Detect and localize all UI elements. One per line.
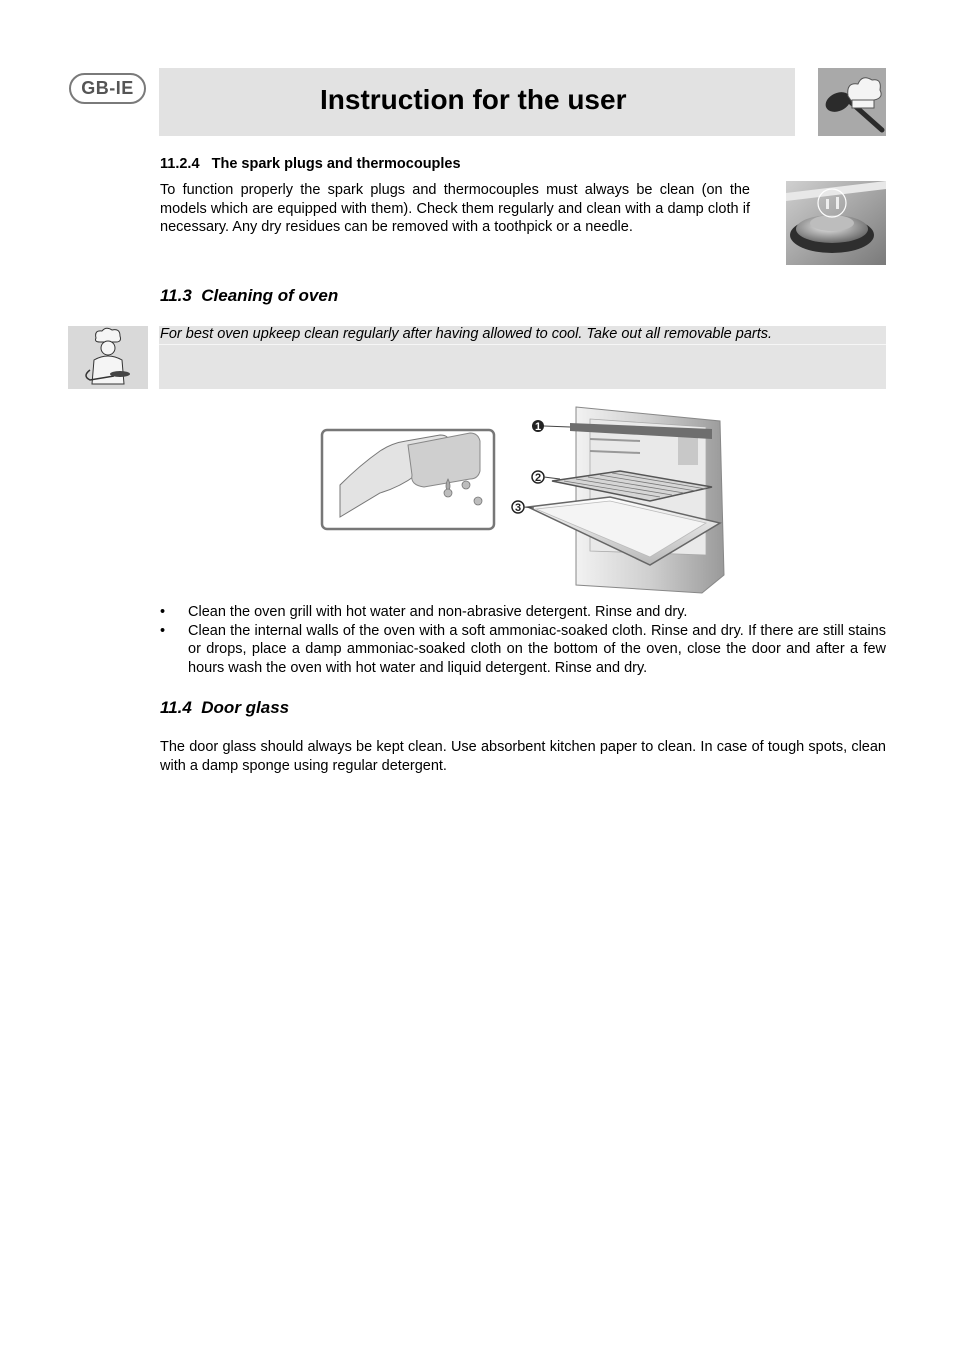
door-glass-text: The door glass should always be kept clean. Use absorbent kitchen paper to clean. In case of tough spots, clean with a damp sponge using regular detergent. (160, 739, 886, 774)
bullet-icon: • (160, 622, 166, 639)
chef-cook-icon (68, 326, 148, 389)
chef-hat-spoon-icon (818, 68, 886, 136)
door-glass-heading: 11.4 Door glass (160, 698, 290, 717)
oven-cavity (528, 407, 724, 593)
cleaning-oven-heading: 11.3 Cleaning of oven (160, 286, 339, 305)
page-title: Instruction for the user (320, 84, 627, 115)
list-item-text: Clean the oven grill with hot water and non-abrasive detergent. Rinse and dry. (188, 604, 688, 620)
gas-burner-icon (786, 181, 886, 265)
note-divider (159, 344, 886, 345)
oven-note-text: For best oven upkeep clean regularly after having allowed to cool. Take out all removable parts. (160, 326, 773, 342)
label-1: 1 (534, 421, 542, 433)
label-3: 3 (514, 502, 522, 514)
hand-cloth-panel (322, 430, 494, 529)
language-badge-label: GB-IE (81, 78, 134, 98)
language-badge (69, 73, 146, 104)
oven-cleaning-illustration (320, 405, 730, 595)
label-2: 2 (534, 472, 542, 484)
list-item-text: Clean the internal walls of the oven with a soft ammoniac-soaked cloth. Rinse and dry. If there are still stains or drops, place a damp ammoniac-soaked cloth on the bottom of the oven, close the door and after a few hours wash the oven with hot water and liquid detergent. Rinse and dry. (188, 622, 886, 676)
list-item (160, 622, 886, 678)
list-item (160, 603, 886, 622)
oven-cleaning-list (160, 603, 886, 677)
bullet-icon: • (160, 604, 166, 620)
spark-plugs-heading: 11.2.4 The spark plugs and thermocouples (160, 156, 461, 172)
spark-plugs-text: To function properly the spark plugs and thermocouples must always be clean (on the models which are equipped with them). Check them regularly and clean with a damp cloth if necessary. Any dry residues can be removed with a toothpick or a needle. (160, 182, 750, 235)
